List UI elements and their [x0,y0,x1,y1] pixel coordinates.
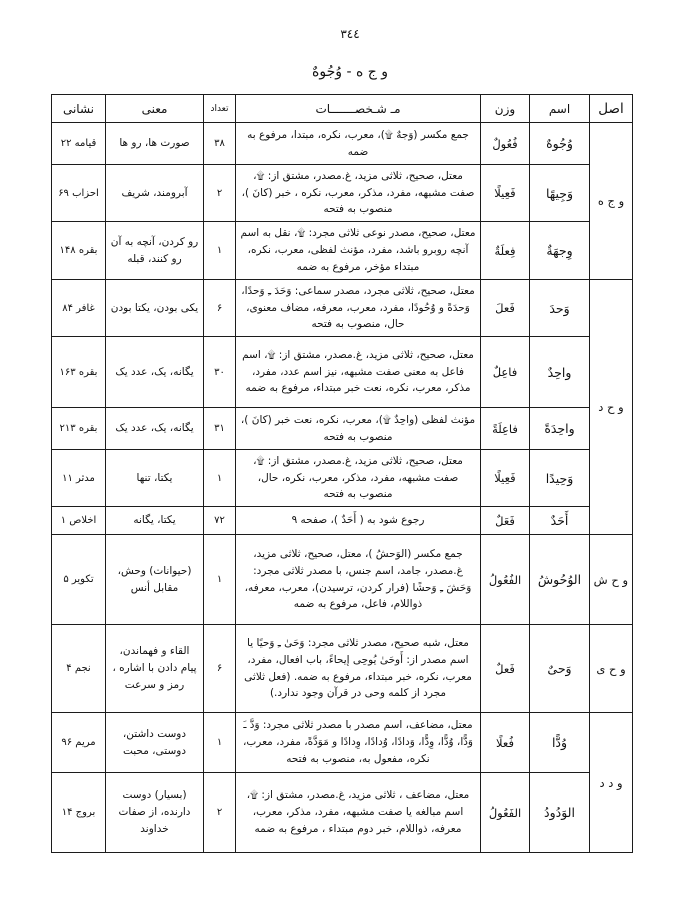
cell-neshani: احزاب ۶۹ [52,165,106,222]
cell-tedad: ۳۰ [204,337,236,408]
cell-esm: الوَدُودُ [530,773,590,853]
cell-vazn: الفُعُولُ [481,535,530,625]
cell-vazn: فَعِيلًا [481,165,530,222]
cell-tedad: ۳۸ [204,123,236,165]
cell-vazn: الفَعُولُ [481,773,530,853]
cell-neshani: بروج ۱۴ [52,773,106,853]
header-mani: معنی [106,95,204,123]
cell-mani: رو کردن، آنچه به آن رو کنند، قبله [106,222,204,280]
cell-neshani: بقره ۱۶۳ [52,337,106,408]
cell-neshani: مدثر ۱۱ [52,450,106,507]
table-row [52,408,633,450]
cell-esm: وِجهَةٌ [530,222,590,280]
cell-moshakhasat: مؤنث لفظی (واحِدٌ ۩)، معرب، نکره، نعت خبر (کانَ )، منصوب به فتحه [236,408,481,450]
cell-tedad: ۱ [204,222,236,280]
header-row [52,95,633,123]
table-row [52,507,633,535]
cell-tedad: ۱ [204,535,236,625]
cell-tedad: ۳۱ [204,408,236,450]
cell-neshani: اخلاص ۱ [52,507,106,535]
cell-asl: و ج ه [590,123,633,280]
header-asl: اصل [590,95,633,123]
cell-neshani: نجم ۴ [52,625,106,713]
cell-moshakhasat: معتل، صحیح، ثلاثی مزید، غ.مصدر، مشتق از: ۩، صفت مشبهه، مفرد، مذکر، معرب، نکره ، خبر (کانَ )، منصوب به فتحه [236,165,481,222]
cell-vazn: فَعِيلًا [481,450,530,507]
cell-vazn: فاعِلَةً [481,408,530,450]
cell-esm: وُجُوهٌ [530,123,590,165]
cell-mani: القاء و فهماندن، پیام دادن با اشاره ، رمز و سرعت [106,625,204,713]
cell-moshakhasat: معتل، صحیح، ثلاثی مزید، غ.مصدر، مشتق از: ۩، اسم فاعل به معنی صفت مشبهه، نیز اسم عدد، مفرد، مذکر، معرب، نکره، نعت خبر مبتداء، مرفوع به ضمه [236,337,481,408]
table-row [52,222,633,280]
cell-esm: واحِدٌ [530,337,590,408]
cell-tedad: ۶ [204,625,236,713]
cell-tedad: ۷۲ [204,507,236,535]
cell-esm: الوُحُوشُ [530,535,590,625]
cell-neshani: مریم ۹۶ [52,713,106,773]
cell-asl: و ح د [590,280,633,535]
cell-neshani: قیامه ۲۲ [52,123,106,165]
cell-mani: یکتا، تنها [106,450,204,507]
cell-vazn: فاعِلٌ [481,337,530,408]
cell-esm: وُدًّا [530,713,590,773]
cell-neshani: غافر ۸۴ [52,280,106,337]
cell-moshakhasat: معتل، صحیح، مصدر نوعی ثلاثی مجرد: ۩، نقل به اسم آنچه روبرو باشد، مفرد، مؤنث لفظی، معرب، نکره، مبتداء مؤخر، مرفوع به ضمه [236,222,481,280]
vocabulary-table [51,94,633,853]
cell-tedad: ۱ [204,450,236,507]
cell-neshani: تکویر ۵ [52,535,106,625]
cell-neshani: بقره ۱۴۸ [52,222,106,280]
cell-vazn: فُعلًا [481,713,530,773]
cell-mani: یکی بودن، یکتا بودن [106,280,204,337]
cell-esm: أَحَدٌ [530,507,590,535]
cell-tedad: ۶ [204,280,236,337]
cell-moshakhasat: معتل، شبه صحیح، مصدر ثلاثی مجرد: وَحَیٰ ـِ وَحیًا یا اسم مصدر از: أَوحَیٰ یُوحِی إیحاءً، باب افعال، مفرد، معرب، نکره، خبر مبتداء، مرفوع به ضمه. (فعل ثلاثی مجرد از کلمه وحی در قرآن وجود ندارد.) [236,625,481,713]
cell-neshani: بقره ۲۱۳ [52,408,106,450]
cell-esm: وَحدَ [530,280,590,337]
cell-vazn: فَعَلٌ [481,507,530,535]
table-row [52,535,633,625]
cell-vazn: فُعُولٌ [481,123,530,165]
cell-asl: و د د [590,713,633,853]
table-row [52,337,633,408]
cell-tedad: ۱ [204,713,236,773]
page-number: ٣٤٤ [340,27,360,41]
header-moshakhasat: مـ شـخصـــــــات [236,95,481,123]
cell-esm: وَحِيدًا [530,450,590,507]
table-row [52,280,633,337]
cell-tedad: ۲ [204,165,236,222]
cell-esm: وَحیٌ [530,625,590,713]
cell-moshakhasat: رجوع شود به ( أَحَدٌ )، صفحه ۹ [236,507,481,535]
table-row [52,165,633,222]
cell-mani: (حیوانات) وحش، مقابل أنس [106,535,204,625]
cell-mani: یگانه، یک، عدد یک [106,337,204,408]
cell-mani: (بسیار) دوست دارنده، از صفات خداوند [106,773,204,853]
cell-vazn: فَعلٌ [481,625,530,713]
cell-moshakhasat: معتل، مضاعف، اسم مصدر با مصدر ثلاثی مجرد: وَدَّ ـَ وَدًّا، وُدًّا، وِدًّا، وَدادًا، وُدادًا، وِدادًا و مَوَدَّةً، مفرد، معرب، نکره، مفعول به، منصوب به فتحه [236,713,481,773]
cell-esm: وَجِيهًا [530,165,590,222]
cell-moshakhasat: معتل، مضاعف ، ثلاثی مزید، غ.مصدر، مشتق از: ۩، اسم مبالغه یا صفت مشبهه، مفرد، مذکر، معرب، معرفه، ذواللام، خبر دوم مبتداء ، مرفوع به ضمه [236,773,481,853]
header-neshani: نشانی [52,95,106,123]
table-row [52,625,633,713]
cell-mani: یگانه، یک، عدد یک [106,408,204,450]
cell-mani: صورت ها، رو ها [106,123,204,165]
cell-mani: یکتا، یگانه [106,507,204,535]
cell-moshakhasat: معتل، صحیح، ثلاثی مجرد، مصدر سماعی: وَحَدَ ـِ وَحدًا، وَحدَةً و وُحُودًا، مفرد، معرب، معرفه، مضاف معنوی، حال، منصوب به فتحه [236,280,481,337]
page-title: و ج ه - وُجُوهٌ [312,64,388,80]
cell-moshakhasat: جمع مکسر (الوَحشُ )، معتل، صحیح، ثلاثی مزید، غ.مصدر، جامد، اسم جنس، با مصدر ثلاثی مجرد: وَحَشَ ـِ وَحشًا (فرار کردن، ترسیدن)، معرب، معرفه، ذواللام، فاعل، مرفوع به ضمه [236,535,481,625]
table-row [52,773,633,853]
table-row [52,450,633,507]
header-esm: اسم [530,95,590,123]
cell-mani: دوست داشتن، دوستی، محبت [106,713,204,773]
cell-esm: واحِدَةً [530,408,590,450]
cell-vazn: فَعلَ [481,280,530,337]
cell-tedad: ۲ [204,773,236,853]
cell-vazn: فِعلَةٌ [481,222,530,280]
cell-asl: و ح ش [590,535,633,625]
cell-asl: و ح ی [590,625,633,713]
table-row [52,713,633,773]
cell-mani: آبرومند، شریف [106,165,204,222]
header-tedad: تعداد [204,95,236,123]
cell-moshakhasat: معتل، صحیح، ثلاثی مزید، غ.مصدر، مشتق از: ۩، صفت مشبهه، مفرد، مذکر، معرب، نکره، حال، منصوب به فتحه [236,450,481,507]
cell-moshakhasat: جمع مکسر (وَجهٌ ۩)، معرب، نکره، مبتدا، مرفوع به ضمه [236,123,481,165]
header-vazn: وزن [481,95,530,123]
table-row [52,123,633,165]
